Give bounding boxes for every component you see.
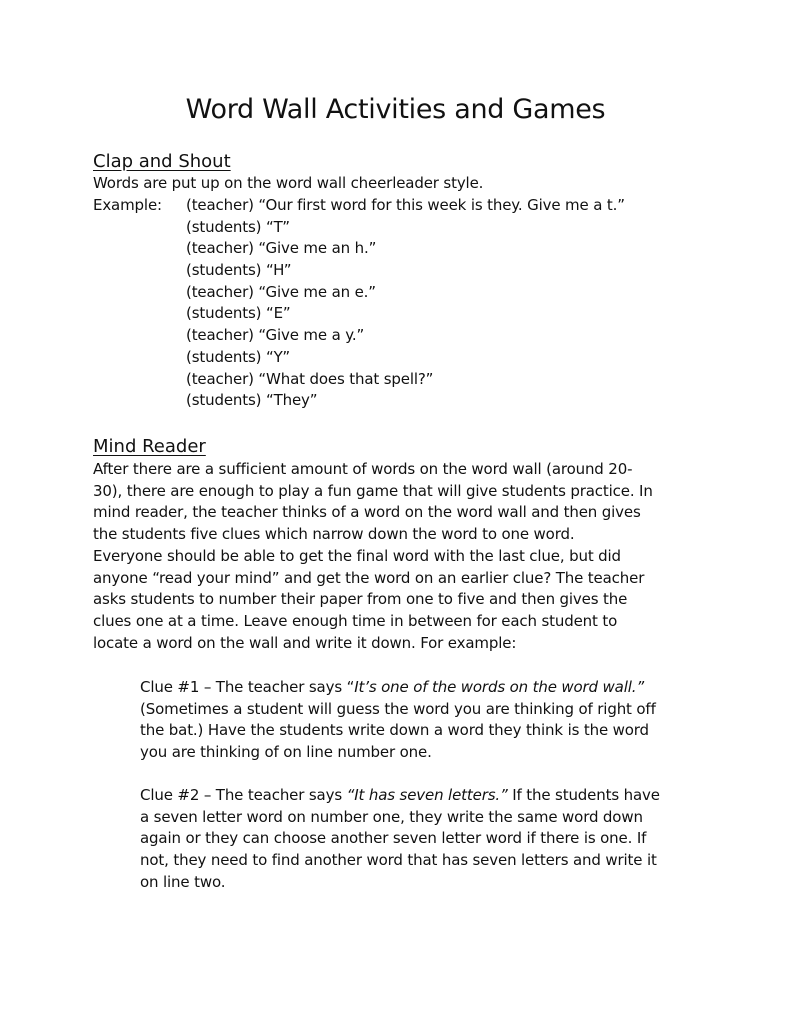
clue-2-quote: “It has seven letters.” (346, 786, 508, 804)
section-heading-clap-and-shout: Clap and Shout (93, 151, 231, 172)
paragraph-line: clues one at a time. Leave enough time in between for each student to (93, 611, 618, 630)
clue-2-label: Clue #2 (140, 786, 200, 804)
clue-1-line: the bat.) Have the students write down a word they think is the word (140, 721, 649, 740)
clue-2-lead: – The teacher says (199, 786, 347, 804)
clue-2-tail: If the students have (507, 786, 660, 804)
dialogue-line: (teacher) “Give me an h.” (186, 239, 377, 258)
dialogue-line: (students) “Y” (186, 347, 290, 366)
paragraph-line: mind reader, the teacher thinks of a word on the word wall and then gives (93, 503, 641, 522)
dialogue-line: (teacher) “Give me an e.” (186, 282, 376, 301)
dialogue-line: (teacher) “Our first word for this week is they. Give me a t.” (186, 196, 625, 214)
clap-intro: Words are put up on the word wall cheerleader style. (93, 174, 484, 192)
clue-1-line: you are thinking of on line number one. (140, 743, 432, 762)
dialogue-line: (students) “E” (186, 304, 291, 323)
clue-2-line: not, they need to find another word that has seven letters and write it (140, 851, 657, 870)
dialogue-line: (teacher) “What does that spell?” (186, 369, 434, 388)
example-dialogue (186, 195, 625, 412)
paragraph-line: anyone “read your mind” and get the word on an earlier clue? The teacher (93, 568, 645, 587)
clue-1-first-line (140, 677, 656, 699)
clue-2 (140, 785, 660, 894)
dialogue-line: (teacher) “Give me a y.” (186, 326, 365, 345)
paragraph-line: asks students to number their paper from one to five and then gives the (93, 590, 628, 609)
paragraph-line: Everyone should be able to get the final word with the last clue, but did (93, 546, 621, 565)
clue-1-lead: – The teacher says “ (199, 678, 355, 696)
clue-1-quote: It’s one of the words on the word wall.” (354, 678, 644, 696)
paragraph-line: the students five clues which narrow down the word to one word. (93, 525, 575, 544)
clue-1-line: (Sometimes a student will guess the word you are thinking of right off (140, 699, 656, 718)
clue-2-line: a seven letter word on number one, they write the same word down (140, 807, 643, 826)
example-label: Example: (93, 196, 162, 214)
paragraph-line: After there are a sufficient amount of words on the word wall (around 20- (93, 460, 633, 478)
paragraph-line: 30), there are enough to play a fun game that will give students practice. In (93, 481, 653, 500)
clue-1-label: Clue #1 (140, 678, 200, 696)
clue-2-line: again or they can choose another seven letter word if there is one. If (140, 829, 647, 848)
document-title: Word Wall Activities and Games (185, 94, 606, 125)
paragraph-line: locate a word on the wall and write it down. For example: (93, 633, 517, 652)
clue-2-line: on line two. (140, 872, 226, 891)
dialogue-line: (students) “They” (186, 391, 318, 410)
clue-2-first-line (140, 785, 660, 807)
clue-1 (140, 677, 656, 764)
mind-reader-paragraph (93, 459, 653, 654)
section-heading-mind-reader: Mind Reader (93, 436, 206, 457)
dialogue-line: (students) “H” (186, 261, 292, 280)
dialogue-line: (students) “T” (186, 217, 290, 236)
